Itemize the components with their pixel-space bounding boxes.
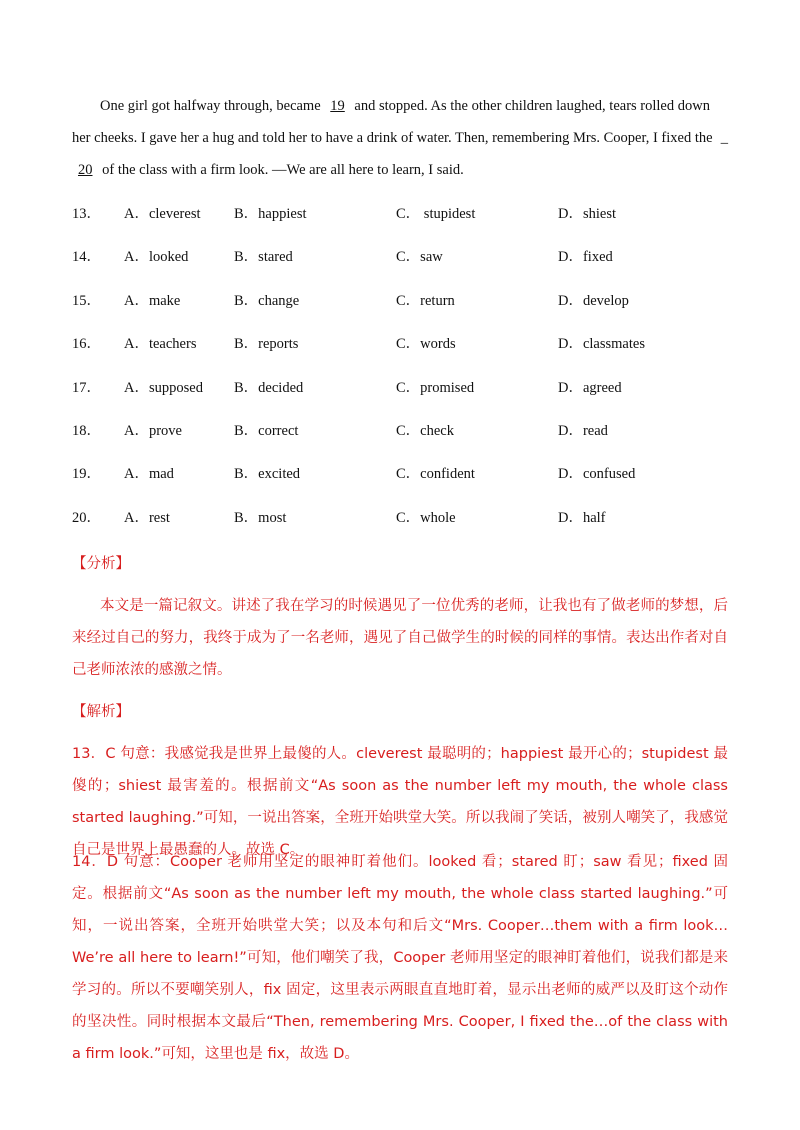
option-a: A．looked [124,249,189,266]
option-a: A．teachers [124,336,197,353]
question-row [72,241,732,284]
passage-line: 20 of the class with a firm look. —We are all here to learn, I said. [72,156,732,188]
blank-19: 19 [330,98,345,114]
option-c: C．return [396,292,455,309]
question-number: 13． [72,206,101,222]
option-b: B．decided [234,379,304,396]
option-b: B．stared [234,249,293,266]
question-number: 15． [72,292,101,309]
explanation-label: 【解析】 [72,704,130,720]
option-b: B．excited [234,466,301,483]
question-row [72,458,732,501]
option-d: D．develop [558,292,629,309]
passage [72,92,732,188]
option-b: B．happiest [234,206,307,222]
option-c: C．whole [396,509,456,526]
question-number: 19． [72,466,101,483]
option-d: D．fixed [558,249,613,266]
question-row [72,328,732,371]
question-options [72,198,732,545]
blank-20: 20 [78,162,93,178]
option-a: A．supposed [124,379,203,396]
analysis-label: 【分析】 [72,556,130,572]
explanation-q14: 14．D 句意：Cooper 老师用坚定的眼神盯着他们。looked 看；stared 盯；saw 看见；fixed 固定。根据前文“As soon as the number left my mouth, the whole class started laughing.”可知，一说出答案，全班开始哄堂大笑；以及本句和后文“Mrs. Cooper…them with a firm look… We’re all here to learn!”可知，他们嘲笑了我，Cooper 老师用坚定的眼神盯着他们，说我们都是来学习的。所以不要嘲笑别人，fix 固定，这里表示两眼直直地盯着，显示出老师的威严以及盯这个动作的坚决性。同时根据本文最后“Then, remembering Mrs. Cooper, I fixed the…of the class with a firm look.”可知，这里也是 fix，故选 D。 [72,854,728,1062]
blank-dash: _ [720,130,728,146]
question-row [72,372,732,415]
option-a: A．rest [124,509,170,526]
option-b: B．most [234,509,287,526]
question-number: 14． [72,249,101,266]
question-number: 18． [72,422,101,439]
option-c: C．saw [396,249,443,266]
option-d: D．agreed [558,379,622,396]
passage-line: One girl got halfway through, became 19 and stopped. As the other children laughed, tears rolled down [72,92,732,124]
question-row [72,285,732,328]
option-c: C．promised [396,379,475,396]
option-b: B．reports [234,336,299,353]
option-d: D．shiest [558,206,616,222]
option-c: C．words [396,336,456,353]
option-b: B．correct [234,422,299,439]
option-a: A．prove [124,422,182,439]
question-number: 16． [72,336,101,353]
passage-line: her cheeks. I gave her a hug and told her to have a drink of water. Then, remembering Mrs. Cooper, I fixed the _ [72,124,732,156]
option-a: A．cleverest [124,206,201,222]
explanation-q13: 13．C 句意：我感觉我是世界上最傻的人。cleverest 最聪明的；happiest 最开心的；stupidest 最傻的；shiest 最害羞的。根据前文“As soon as the number left my mouth, the whole class started laughing.”可知，一说出答案，全班开始哄堂大笑。所以我闹了笑话，被别人嘲笑了，我感觉自己是世界上最愚蠢的人。故选 C。 [72,746,728,858]
option-c: C．confident [396,466,475,483]
option-d: D．classmates [558,336,645,353]
option-c: C． stupidest [396,206,476,222]
option-a: A．mad [124,466,174,483]
option-c: C．check [396,422,454,439]
option-b: B．change [234,292,300,309]
question-number: 17． [72,379,101,396]
option-a: A．make [124,292,181,309]
question-row [72,415,732,458]
option-d: D．half [558,509,606,526]
option-d: D．confused [558,466,636,483]
question-row [72,198,732,241]
option-d: D．read [558,422,608,439]
analysis-text: 本文是一篇记叙文。讲述了我在学习的时候遇见了一位优秀的老师，让我也有了做老师的梦想，后来经过自己的努力，我终于成为了一名老师，遇见了自己做学生的时候的同样的事情。表达出作者对自己老师浓浓的感激之情。 [72,598,728,678]
question-number: 20． [72,509,101,526]
question-row [72,502,732,545]
